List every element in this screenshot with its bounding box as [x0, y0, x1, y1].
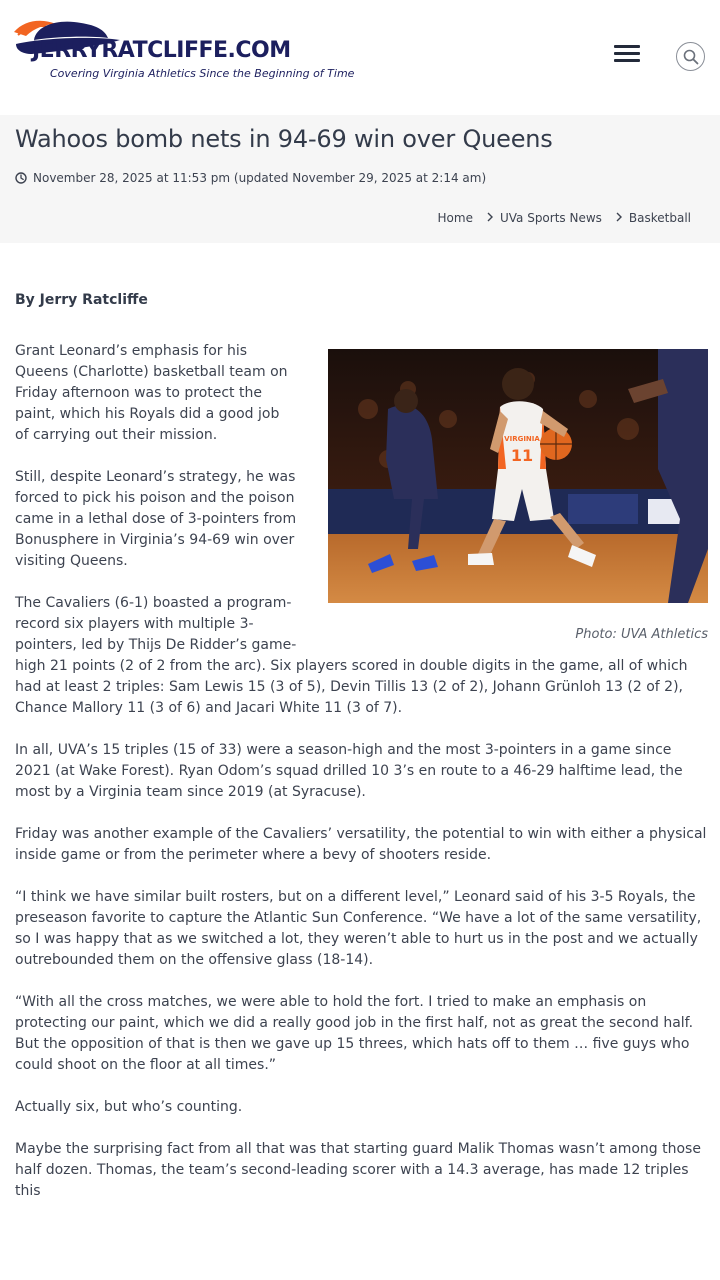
article-paragraph: Actually six, but who’s counting. [15, 1099, 243, 1115]
search-button[interactable] [676, 42, 705, 71]
site-header [0, 0, 720, 115]
article-figure [317, 349, 708, 645]
article-photo [328, 349, 708, 603]
search-icon [683, 49, 699, 65]
post-date-text: November 28, 2025 at 11:53 pm (updated November 29, 2025 at 2:14 am) [33, 171, 487, 185]
article-paragraph: “With all the cross matches, we were able to hold the fort. I tried to make an emphasis on protecting our paint, which we did a really good job in the first half, not as great the second half. But the opposition of that is then we gave up 15 threes, which hats off to them … five guys who could shoot on the floor at all times.” [15, 994, 694, 1073]
article-paragraph: Still, despite Leonard’s strategy, he was forced to pick his poison and the poison came in a lethal dose of 3-pointers from Bonusphere in Virginia’s 94-69 win over visiting Queens. [15, 469, 297, 569]
breadcrumb [438, 211, 691, 225]
article-paragraph: Grant Leonard’s emphasis for his Queens (Charlotte) basketball team on Friday afternoon was to protect the paint, which his Royals did a good job of carrying out their mission. [15, 343, 288, 443]
breadcrumb-basketball[interactable]: Basketball [628, 211, 691, 225]
article-paragraph: The Cavaliers (6-1) boasted a program-record six players with multiple 3-pointers, led by Thijs De Ridder’s game-high 21 points (2 of 2 from the arc). Six players scored in double digits in the game, all of which had at least 2 triples: Sam Lewis 15 (3 of 5), Devin Tillis 13 (2 of 2), Johann Grünloh 13 (2 of 2), Chance Mallory 11 (3 of 6) and Jacari White 11 (3 of 7). [15, 595, 688, 716]
article-paragraph: “I think we have similar built rosters, but on a different level,” Leonard said of his 3-5 Royals, the preseason favorite to capture the Atlantic Sun Conference. “We have a lot of the same versatility, so I was happy that as we switched a lot, they weren’t able to hurt us in the post and we actually outrebounded them on the offensive glass (18-14). [15, 889, 702, 968]
svg-text:VIRGINIA: VIRGINIA [504, 435, 540, 443]
post-header [0, 115, 720, 243]
article-paragraph: Maybe the surprising fact from all that was that starting guard Malik Thomas wasn’t among those half dozen. Thomas, the team’s second-leading scorer with a 14.3 average, has made 12 triples this [15, 1141, 701, 1199]
hamburger-icon [614, 45, 640, 48]
svg-text:11: 11 [510, 446, 534, 465]
article-body [15, 290, 707, 1223]
breadcrumb-home[interactable]: Home [437, 211, 473, 225]
clock-icon [15, 172, 27, 184]
byline: By Jerry Ratcliffe [15, 292, 148, 308]
article-paragraph: In all, UVA’s 15 triples (15 of 33) were a season-high and the most 3-pointers in a game since 2021 (at Wake Forest). Ryan Odom’s squad drilled 10 3’s en route to a 46-29 halftime lead, the most by a Virginia team since 2019 (at Syracuse). [15, 742, 683, 800]
logo-wordmark: JERRYRATCLIFFE.COM [32, 38, 291, 63]
photo-caption: Photo: UVA Athletics [575, 627, 708, 642]
chevron-right-icon [616, 211, 622, 225]
menu-button[interactable] [614, 45, 640, 67]
article-paragraph: Friday was another example of the Cavaliers’ versatility, the potential to win with either a physical inside game or from the perimeter where a bevy of shooters reside. [15, 826, 707, 863]
chevron-right-icon [487, 211, 493, 225]
logo-tagline: Covering Virginia Athletics Since the Beginning of Time [50, 67, 355, 80]
post-date [15, 171, 486, 185]
breadcrumb-uva-sports-news[interactable]: UVa Sports News [499, 211, 602, 225]
page-title: Wahoos bomb nets in 94-69 win over Queens [15, 125, 553, 153]
site-logo[interactable] [12, 18, 355, 88]
